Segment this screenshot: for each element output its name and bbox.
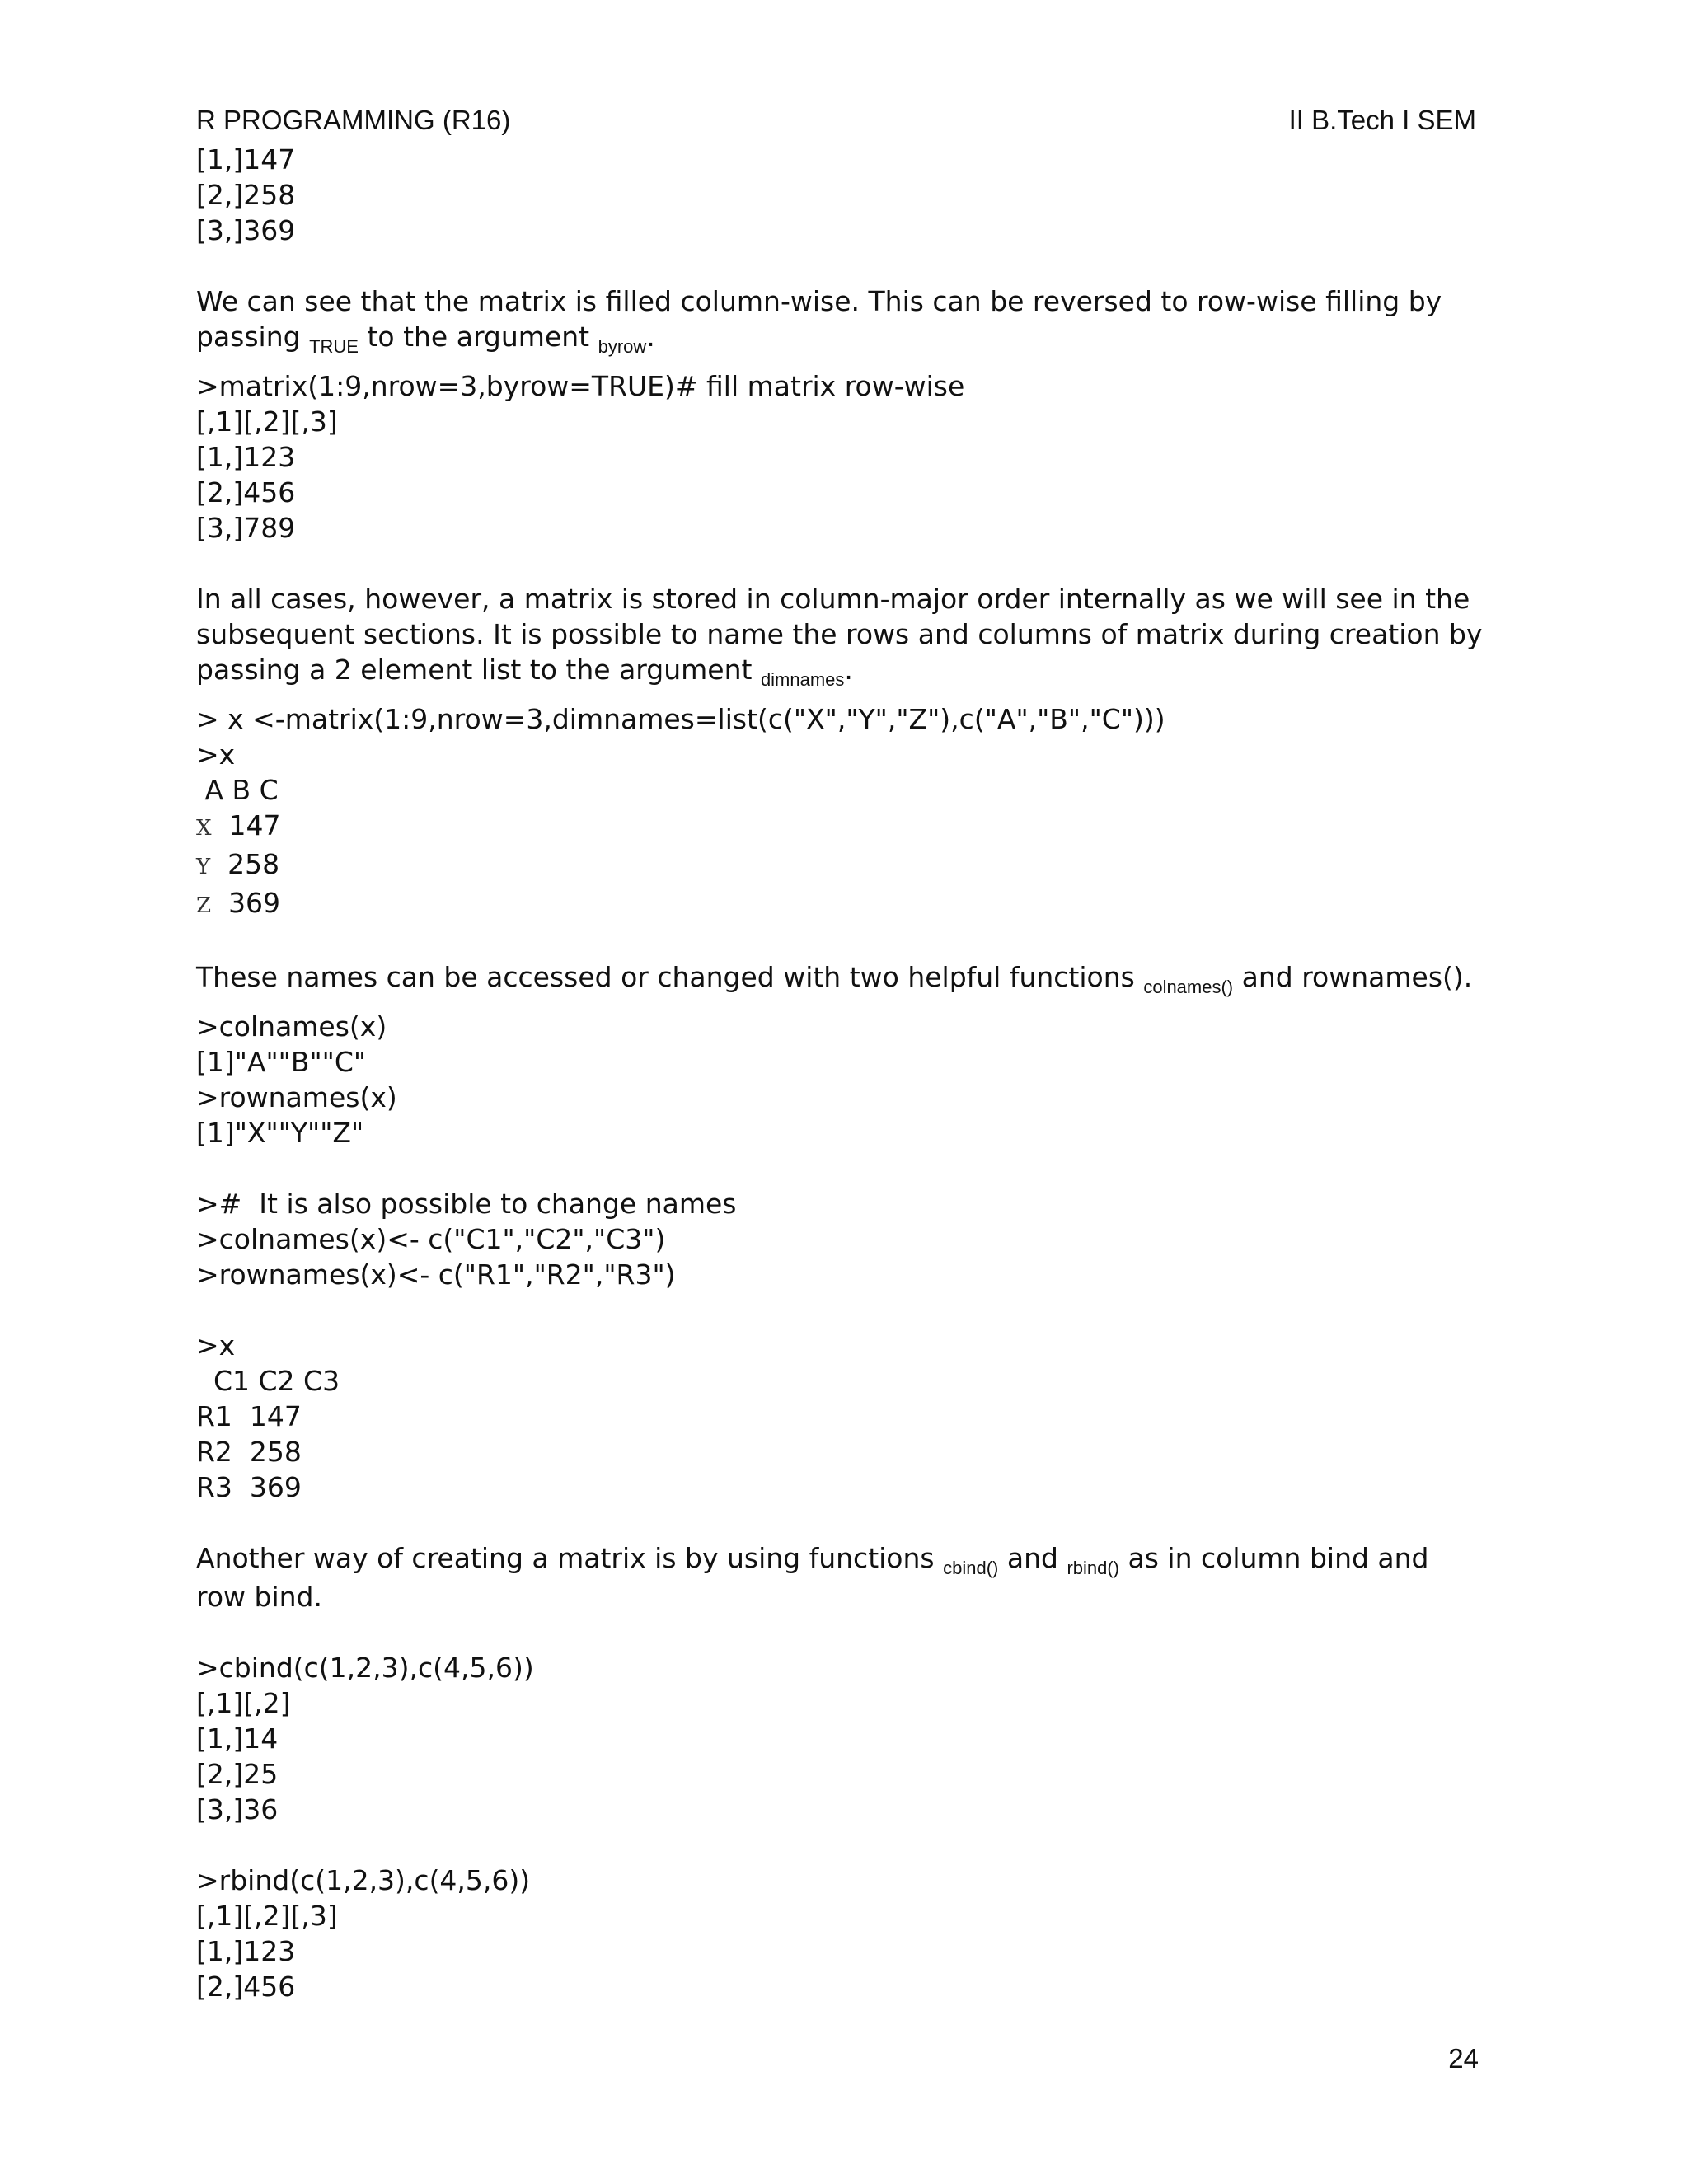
code-line: [2,]456 [196, 476, 296, 509]
text-run: . [646, 321, 655, 353]
code-line: >x [196, 738, 236, 771]
code-output-block-3 [196, 701, 1507, 924]
page-content [196, 142, 1507, 2004]
code-line: A B C [196, 774, 279, 806]
code-line: [3,]36 [196, 1793, 279, 1825]
paragraph-line [196, 652, 1507, 691]
code-line: [1]"X""Y""Z" [196, 1117, 364, 1149]
code-output-block-6 [196, 1328, 1507, 1505]
text-run: passing [196, 321, 310, 353]
inline-code: byrow [598, 336, 647, 357]
code-line: >rownames(x)<- c("R1","R2","R3") [196, 1258, 676, 1291]
header-semester: II B.Tech I SEM [1288, 105, 1476, 135]
text-run: and [998, 1542, 1067, 1574]
text-run: and rownames(). [1233, 961, 1473, 993]
code-output-block-2 [196, 368, 1507, 546]
code-line: [3,]369 [196, 214, 296, 246]
code-output-block-1 [196, 142, 1507, 248]
paragraph-line [196, 319, 1507, 358]
paragraph-bind-functions [196, 1540, 1507, 1615]
text-run: Another way of creating a matrix is by using functions [196, 1542, 944, 1574]
text-run: passing a 2 element list to the argument [196, 654, 761, 686]
code-line: [2,]25 [196, 1758, 279, 1790]
code-line: >x [196, 1329, 236, 1361]
code-line: [1,]123 [196, 1935, 296, 1967]
row-name: X [196, 816, 212, 841]
code-line: [1,]123 [196, 441, 296, 473]
code-line: [1,]14 [196, 1722, 279, 1755]
code-line: R1 147 [196, 1400, 302, 1432]
header-title: R PROGRAMMING (R16) [196, 105, 511, 135]
code-line: R2 258 [196, 1436, 302, 1468]
text-run: to the argument [358, 321, 598, 353]
paragraph-dimnames [196, 581, 1507, 691]
text-run: These names can be accessed or changed with two helpful functions [196, 961, 1144, 993]
code-line: [3,]789 [196, 512, 296, 544]
code-line: [,1][,2] [196, 1687, 291, 1719]
paragraph-line: We can see that the matrix is filled column-wise. This can be reversed to row-wise filling by [196, 285, 1442, 317]
paragraph-line: subsequent sections. It is possible to name the rows and columns of matrix during creation by [196, 618, 1483, 650]
matrix-row [196, 808, 1507, 846]
code-line: [,1][,2][,3] [196, 405, 338, 438]
inline-code: rbind() [1067, 1558, 1120, 1578]
code-line: [1,]147 [196, 143, 296, 176]
code-line: >colnames(x) [196, 1010, 387, 1043]
code-output-block-7 [196, 1650, 1507, 1827]
code-output-block-5 [196, 1186, 1507, 1292]
paragraph-line [196, 959, 1507, 998]
paragraph-names-functions [196, 959, 1507, 998]
paragraph-fill-order [196, 284, 1507, 358]
code-line: ># It is also possible to change names [196, 1188, 737, 1220]
paragraph-line: row bind. [196, 1581, 322, 1613]
code-line: R3 369 [196, 1471, 302, 1503]
code-line: >rownames(x) [196, 1081, 397, 1113]
matrix-row [196, 846, 1507, 885]
code-line: [2,]456 [196, 1971, 296, 2003]
code-line: >rbind(c(1,2,3),c(4,5,6)) [196, 1864, 531, 1896]
code-line: >colnames(x)<- c("C1","C2","C3") [196, 1223, 666, 1255]
paragraph-line: In all cases, however, a matrix is stored in column-major order internally as we will see in the [196, 583, 1470, 615]
code-output-block-8 [196, 1863, 1507, 2004]
inline-code: cbind() [943, 1558, 999, 1578]
inline-code: dimnames [760, 669, 845, 690]
code-line: [,1][,2][,3] [196, 1900, 338, 1932]
code-line: [1]"A""B""C" [196, 1046, 367, 1078]
code-line: >matrix(1:9,nrow=3,byrow=TRUE)# fill matrix row-wise [196, 370, 965, 402]
code-line: C1 C2 C3 [196, 1365, 340, 1397]
row-name: Y [196, 855, 211, 879]
row-name: Z [196, 893, 212, 918]
text-run: . [844, 654, 853, 686]
page-number: 24 [1448, 2043, 1479, 2074]
text-run: as in column bind and [1119, 1542, 1429, 1574]
code-line: > x <-matrix(1:9,nrow=3,dimnames=list(c("X","Y","Z"),c("A","B","C"))) [196, 703, 1165, 735]
paragraph-line [196, 1540, 1507, 1579]
row-values: 147 [228, 809, 281, 841]
row-values: 258 [227, 848, 280, 880]
inline-code: colnames() [1143, 977, 1234, 997]
inline-code: TRUE [309, 336, 359, 357]
row-values: 369 [228, 887, 281, 919]
code-output-block-4 [196, 1009, 1507, 1151]
code-line: >cbind(c(1,2,3),c(4,5,6)) [196, 1652, 534, 1684]
matrix-row [196, 885, 1507, 924]
code-line: [2,]258 [196, 179, 296, 211]
